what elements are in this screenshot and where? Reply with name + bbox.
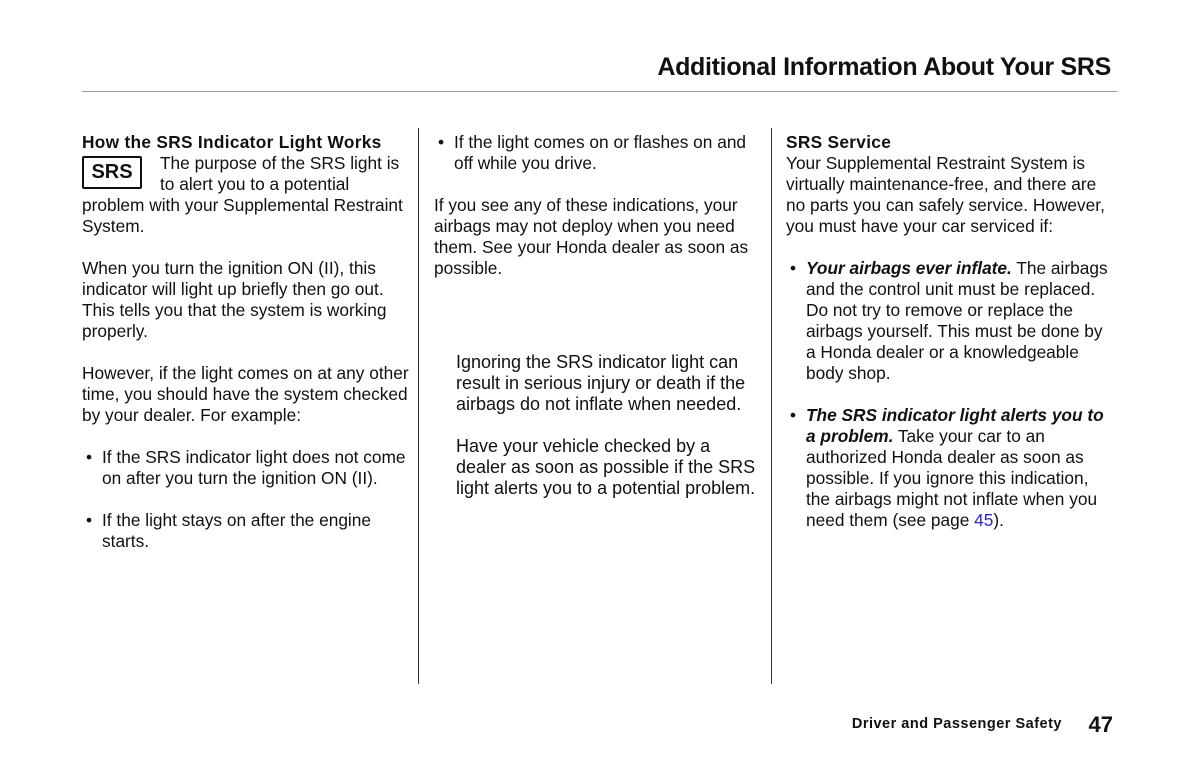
warning-text-1: Ignoring the SRS indicator light can result in serious injury or death if the airbags do not inflate when needed. xyxy=(456,352,746,414)
list-item-text: The airbags and the control unit must be replaced. Do not try to remove or replace the airbags yourself. This must be done by a Honda dealer or a knowledgeable body shop. xyxy=(806,258,1108,383)
list-item xyxy=(786,405,1111,531)
bullet-dot: • xyxy=(86,447,93,467)
srs-indicator-icon xyxy=(82,156,142,189)
list-item-emphasis: The SRS indicator light alerts you to a problem. xyxy=(806,405,1104,446)
paragraph-indications: If you see any of these indications, your airbags may not deploy when you need them. See your Honda dealer as soon as possible. xyxy=(434,195,749,278)
list-item-text: Take your car to an authorized Honda dealer as soon as possible. If you ignore this indication, the airbags might not inflate when you need them (see page xyxy=(806,426,1098,530)
list-item xyxy=(82,447,412,489)
warning-text-2: Have your vehicle checked by a dealer as soon as possible if the SRS light alerts you to a potential problem. xyxy=(456,436,756,498)
list-item xyxy=(82,510,412,552)
bullet-dot: • xyxy=(86,510,93,530)
column-divider-2 xyxy=(771,128,772,684)
list-item xyxy=(786,258,1111,384)
safety-warning-box xyxy=(434,352,759,499)
list-item-text: If the SRS indicator light does not come on after you turn the ignition ON (II). xyxy=(102,447,406,488)
list-item-text: If the light stays on after the engine starts. xyxy=(102,510,371,551)
column-1 xyxy=(82,132,412,573)
paragraph-however: However, if the light comes on at any other time, you should have the system checked by your dealer. For example: xyxy=(82,363,409,425)
paragraph-service-intro: Your Supplemental Restraint System is virtually maintenance-free, and there are no parts you can safely service. However, you must have your car serviced if: xyxy=(786,153,1105,236)
section-heading-service: SRS Service xyxy=(786,132,892,152)
column-divider-1 xyxy=(418,128,419,684)
list-item xyxy=(434,132,759,174)
page-number: 47 xyxy=(1088,712,1113,737)
bullet-dot: • xyxy=(438,132,445,152)
header-divider xyxy=(82,91,1117,92)
srs-indicator-label: SRS xyxy=(91,161,133,183)
paragraph-ignition: When you turn the ignition ON (II), this indicator will light up briefly then go out. This tells you that the system is working properly. xyxy=(82,258,387,341)
column-2 xyxy=(434,132,759,520)
bullet-dot: • xyxy=(790,405,797,425)
bullet-dot: • xyxy=(790,258,797,278)
list-item-text: If the light comes on or flashes on and off while you drive. xyxy=(454,132,747,173)
section-heading-indicator: How the SRS Indicator Light Works xyxy=(82,132,382,152)
page-title: Additional Information About Your SRS xyxy=(657,53,1111,81)
paragraph-purpose: The purpose of the SRS light is to alert you to a potential problem with your Supplemental Restraint System. xyxy=(82,153,403,236)
list-item-text-end: ). xyxy=(993,510,1004,530)
column-3 xyxy=(786,132,1111,552)
page-reference-link[interactable]: 45 xyxy=(974,510,994,530)
list-item-emphasis: Your airbags ever inflate. xyxy=(806,258,1012,278)
footer-section-title: Driver and Passenger Safety xyxy=(851,716,1062,732)
